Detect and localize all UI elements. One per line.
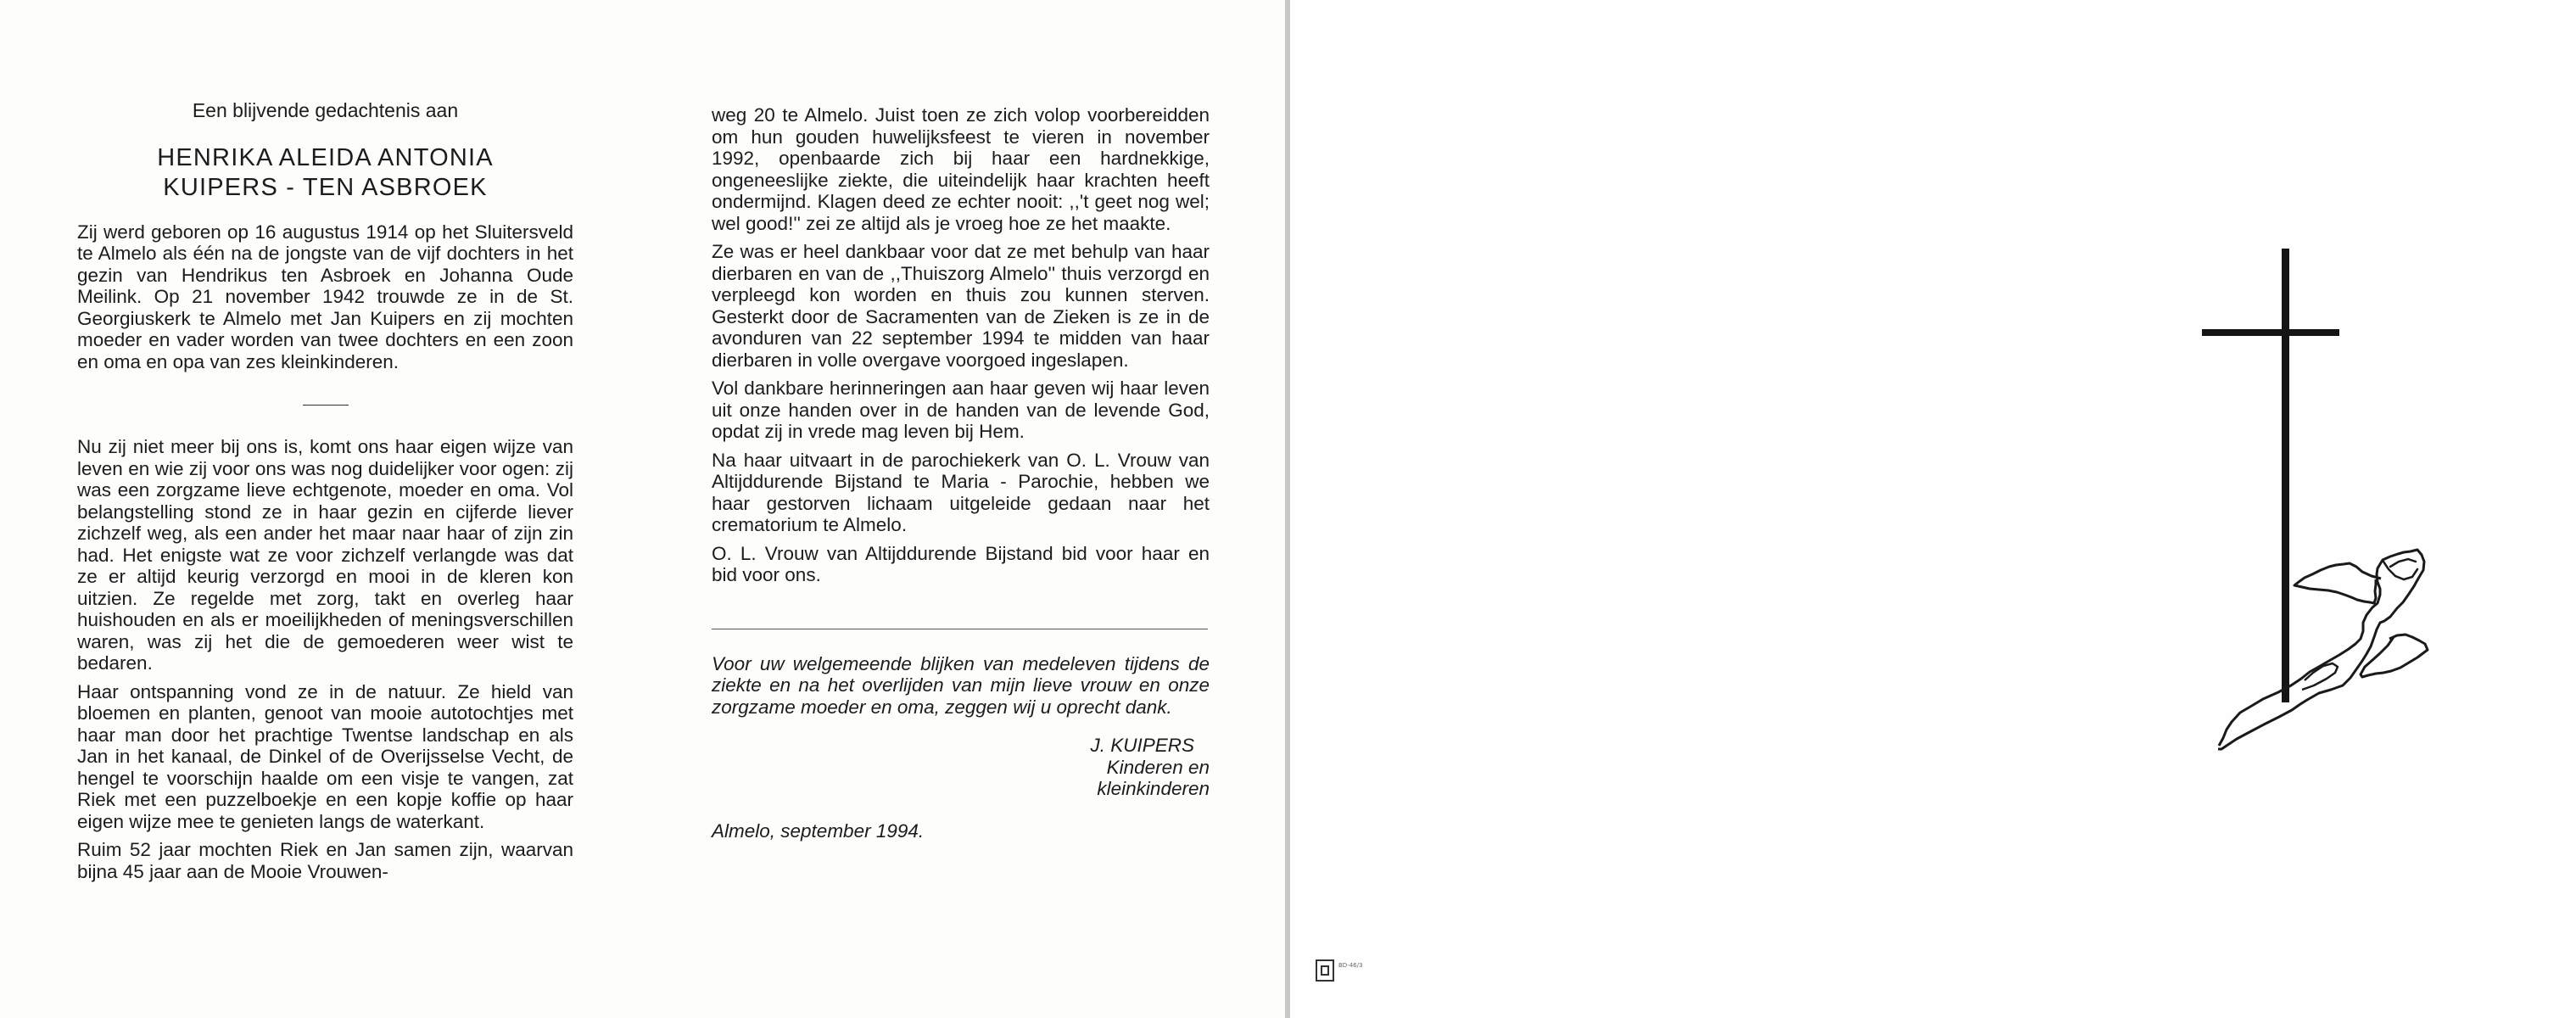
cross-with-rose-icon [2202, 249, 2439, 766]
printer-code: BD-46/3 [1338, 962, 1363, 969]
place-date: Almelo, september 1994. [712, 819, 925, 842]
text-column-left [77, 100, 573, 882]
text-column-right [712, 104, 1210, 842]
paragraph-character: Nu zij niet meer bij ons is, komt ons haar eigen wijze van leven en wie zij voor ons was nog duidelijker voor ogen: zij was een zorgzame lieve echtgenote, moeder en oma. Vol belangstelling stond ze in haar gezin en cijferde liever zichzelf weg, als een ander het maar naar haar of zijn zin had. Het enigste wat ze voor zichzelf verlangde was dat ze er altijd keurig verzorgd en mooi in de kleren kon uitzien. Ze regelde met zorg, takt en overleg haar huishouden en als er moeilijkheden of meningsverschillen waren, was zij het die de gemoederen weer wist te bedaren. [77, 436, 573, 674]
paragraph-gratitude: Ze was er heel dankbaar voor dat ze met behulp van haar dierbaren en van de ,,Thuiszorg Almelo'' thuis verzorgd en verpleegd kon worden en thuis zou kunnen sterven. Gesterkt door de Sacramenten van de Zieken is ze in de avonduren van 22 september 1994 te midden van haar dierbaren in volle overgave voorgoed ingeslapen. [712, 241, 1210, 371]
signature-name: J. KUIPERS [1090, 735, 1194, 756]
thanks-text: Voor uw welgemeende blijken van medeleven tijdens de ziekte en na het overlijden van mijn lieve vrouw en onze zorgzame moeder en oma, zeggen wij u oprecht dank. [712, 652, 1210, 718]
memorial-intro: Een blijvende gedachtenis aan [192, 99, 459, 121]
paragraph-prayer: O. L. Vrouw van Altijddurende Bijstand bid voor haar en bid voor ons. [712, 542, 1210, 585]
paragraph-birth: Zij werd geboren op 16 augustus 1914 op het Sluitersveld te Almelo als één na de jongste van de vijf dochters in het gezin van Hendrikus ten Asbroek en Johanna Oude Meilink. Op 21 november 1942 trouwde ze in de St. Georgiuskerk te Almelo met Jan Kuipers en zij mochten moeder en vader worden van twee dochters en een zoon en oma en opa van zes kleinkinderen. [77, 221, 573, 372]
right-page [1290, 0, 2576, 1018]
deceased-name-line2: KUIPERS - TEN ASBROEK [163, 173, 488, 201]
left-page [0, 0, 1285, 1018]
paragraph-marriage: Ruim 52 jaar mochten Riek en Jan samen zijn, waarvan bijna 45 jaar aan de Mooie Vrouwen- [77, 839, 573, 882]
paragraph-relaxation: Haar ontspanning vond ze in de natuur. Ze hield van bloemen en planten, genoot van mooie autotochtjes met haar man door het prachtige Twentse landschap en als Jan in het kanaal, de Dinkel of de Overijsselse Vecht, de hengel te voorschijn haalde om een visje te vangen, zat Riek met een puzzelboekje en een kopje koffie op haar eigen wijze mee te genieten langs de waterkant. [77, 680, 573, 832]
printer-logo-icon [1316, 959, 1334, 982]
signature-family-line1: Kinderen en [1106, 756, 1210, 778]
deceased-name-line1: HENRIKA ALEIDA ANTONIA [157, 143, 494, 171]
signature-family-line2: kleinkinderen [1097, 778, 1210, 799]
paragraph-remembrance: Vol dankbare herinneringen aan haar geven wij haar leven uit onze handen over in de handen van de levende God, opdat zij in vrede mag leven bij Hem. [712, 378, 1210, 442]
paragraph-funeral: Na haar uitvaart in de parochiekerk van O. L. Vrouw van Altijddurende Bijstand te Maria - Parochie, hebben we haar gestorven lichaam uitgeleide gedaan naar het crematorium te Almelo. [712, 449, 1210, 535]
paragraph-illness: weg 20 te Almelo. Juist toen ze zich volop voorbereidden om hun gouden huwelijksfeest te vieren in november 1992, openbaarde zich bij haar een hardnekkige, ongeneeslijke ziekte, die uiteindelijk haar krachten heeft ondermijnd. Klagen deed ze echter nooit: ,,'t geet nog wel; wel good!'' zei ze altijd als je vroeg hoe ze het maakte. [712, 104, 1210, 234]
printer-mark [1316, 959, 1417, 987]
